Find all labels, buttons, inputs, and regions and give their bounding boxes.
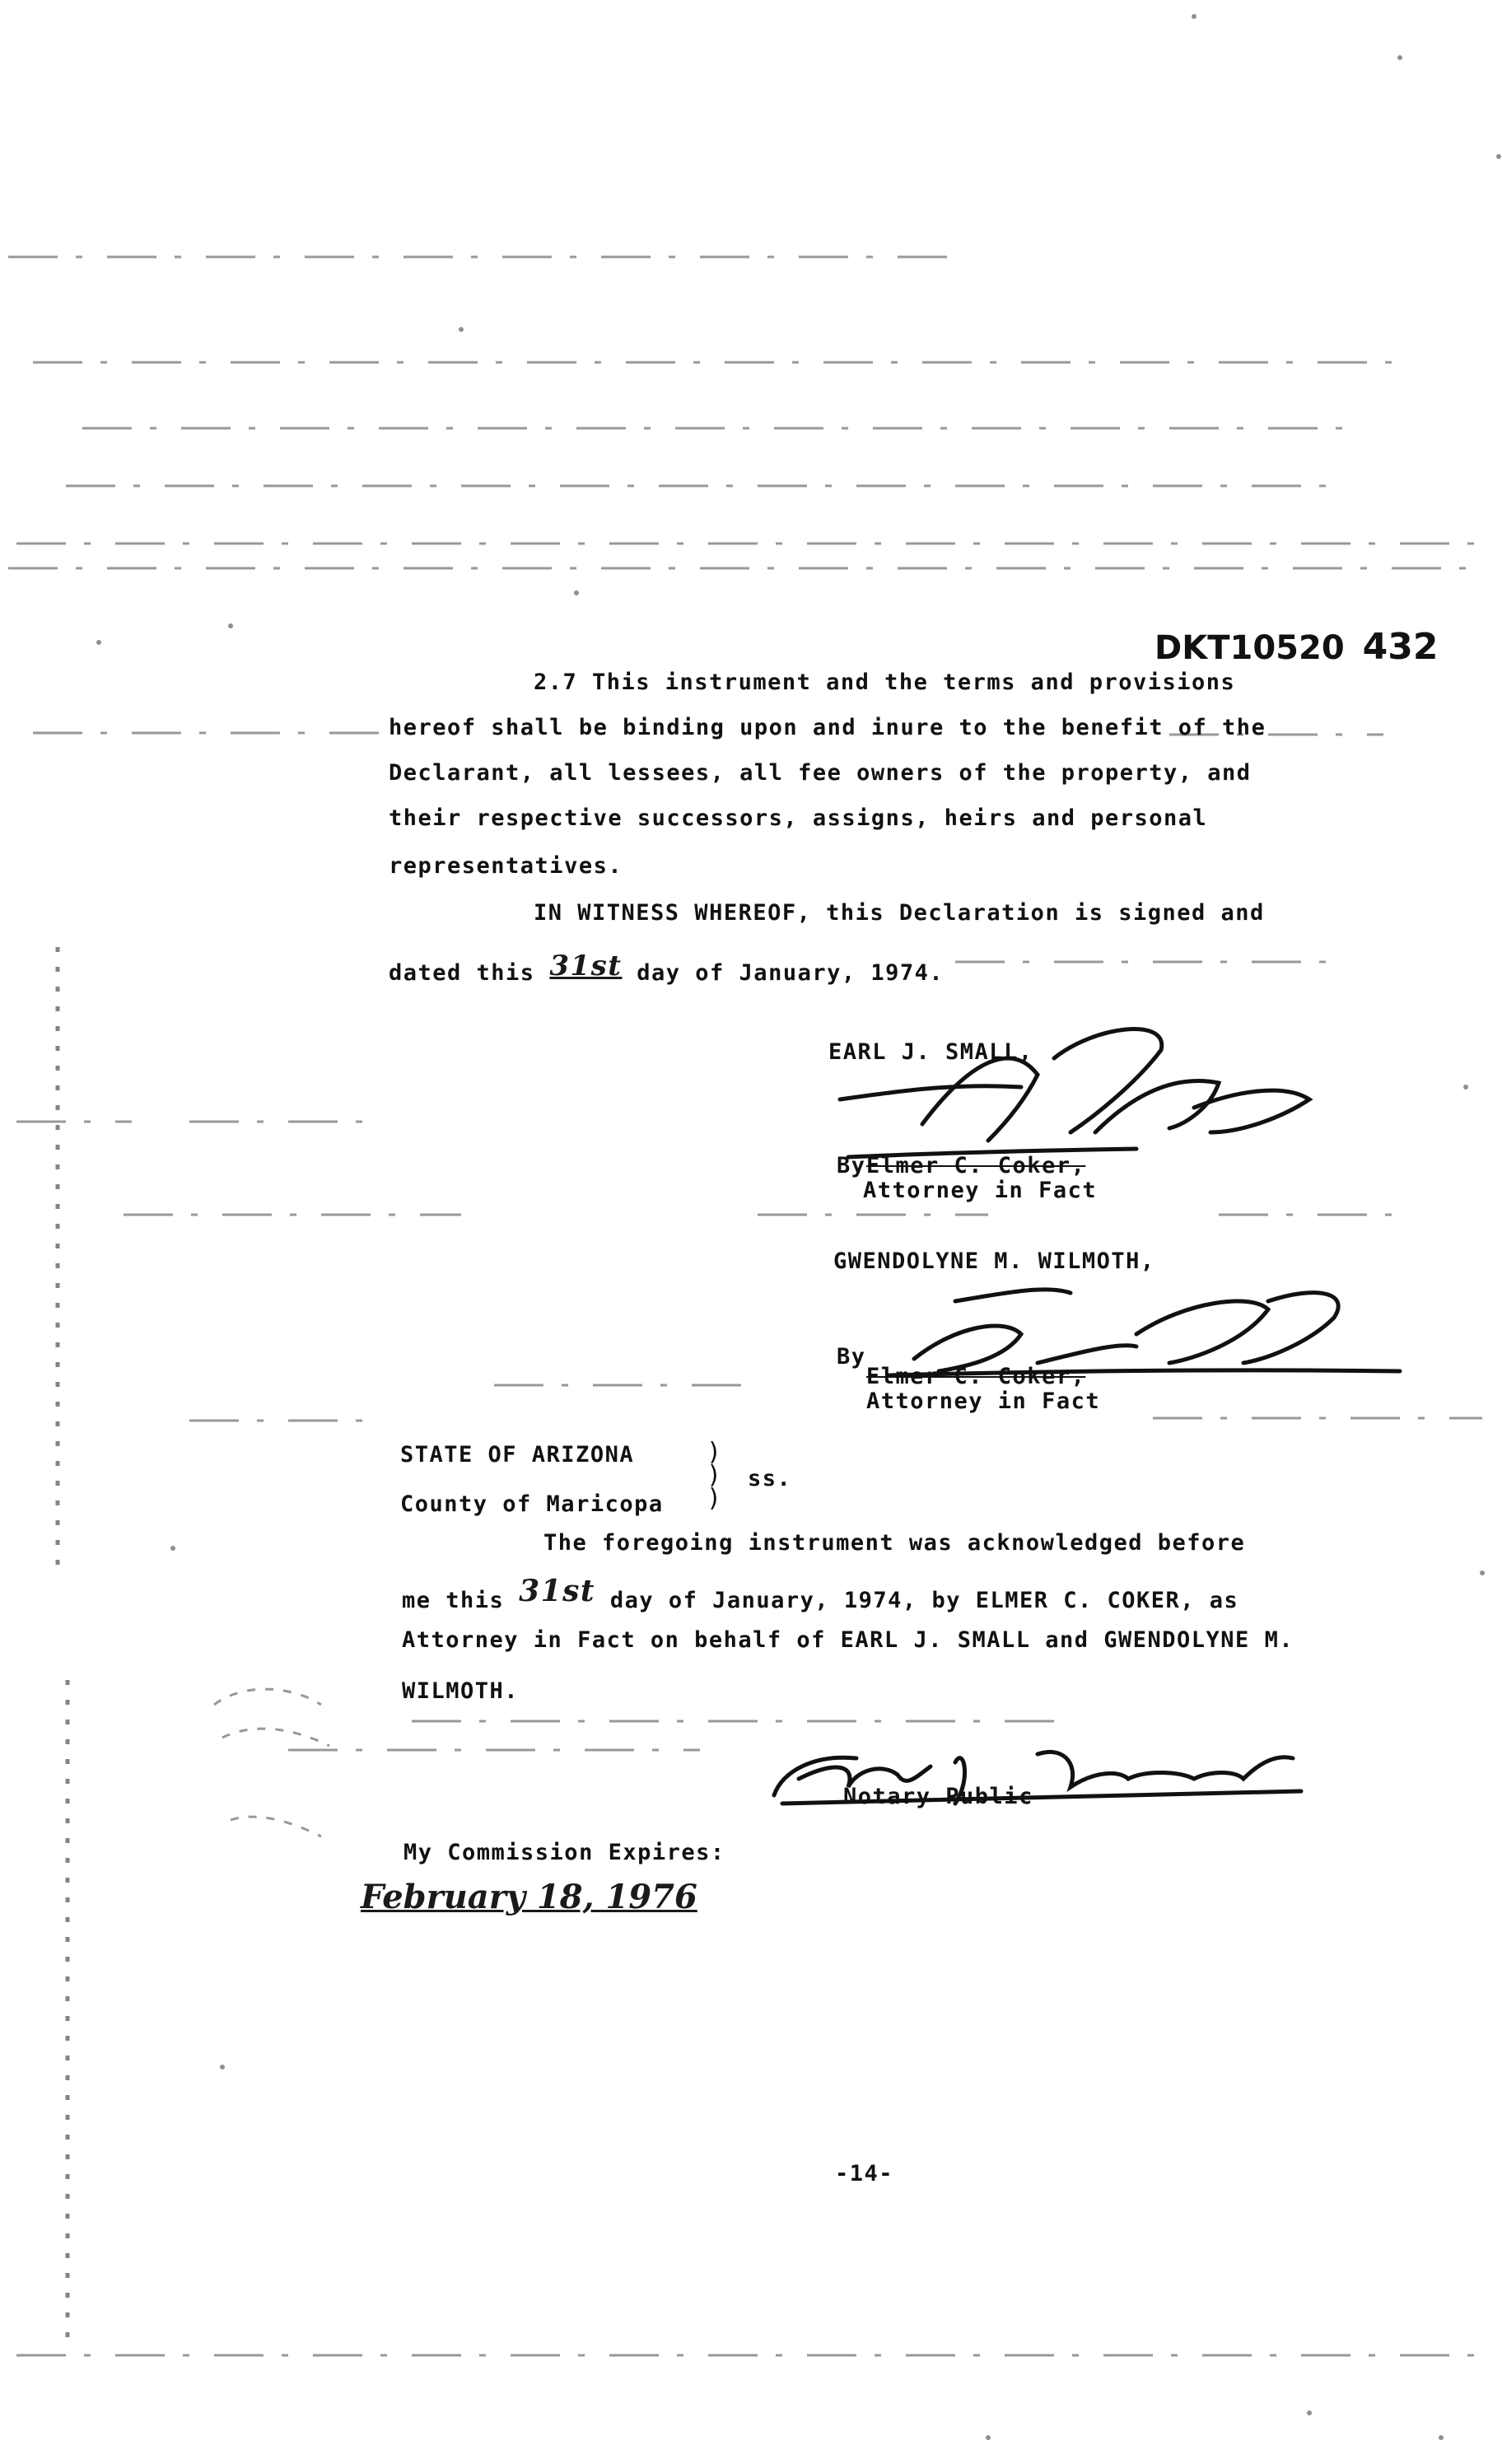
signatory-1-role: Attorney in Fact (863, 1178, 1098, 1203)
dated-day-handwritten: 31st (549, 950, 623, 982)
signatory-2-name: GWENDOLYNE M. WILMOTH, (833, 1248, 1155, 1274)
dated-suffix: day of January, 1974. (637, 960, 945, 986)
ack-rest: day of January, 1974, by ELMER C. COKER, as (609, 1588, 1239, 1613)
body-line-3: Declarant, all lessees, all fee owners of the property, and (389, 760, 1252, 786)
ack-line-4: WILMOTH. (402, 1678, 520, 1704)
notary-public-label: Notary Public (843, 1784, 1033, 1809)
notary-county: County of Maricopa (400, 1491, 664, 1517)
body-line-4: their respective successors, assigns, heirs and personal (389, 805, 1208, 831)
notary-ss: ss. (748, 1466, 792, 1491)
ack-line-1: The foregoing instrument was acknowledged before (543, 1530, 1246, 1556)
ack-me-this: me this (402, 1588, 505, 1613)
ack-line-2 (402, 1574, 1239, 1613)
dated-line (389, 950, 945, 986)
signatory-1-attorney: Elmer C. Coker, (866, 1153, 1086, 1178)
venue-bracket: ) ) ) (707, 1438, 723, 1513)
commission-label: My Commission Expires: (403, 1840, 725, 1865)
notary-seal-impression (198, 1655, 362, 1869)
book-ref: DKT10520 (1154, 629, 1345, 667)
body-line-1: 2.7 This instrument and the terms and provisions (534, 670, 1236, 695)
signature-1 (823, 1009, 1334, 1174)
body-line-5: representatives. (389, 853, 623, 879)
ack-line-3: Attorney in Fact on behalf of EARL J. SMALL and GWENDOLYNE M. (402, 1627, 1294, 1653)
signatory-2-role: Attorney in Fact (866, 1388, 1101, 1414)
page-ref: 432 (1362, 626, 1439, 668)
dated-prefix: dated this (389, 960, 535, 986)
ack-day-handwritten: 31st (519, 1574, 596, 1608)
witness-line: IN WITNESS WHEREOF, this Declaration is signed and (534, 900, 1265, 926)
page-number: -14- (835, 2161, 894, 2186)
notary-state: STATE OF ARIZONA (400, 1442, 635, 1468)
signatory-1-name: EARL J. SMALL, (828, 1039, 1033, 1065)
signatory-2-by: By (837, 1344, 866, 1370)
signatory-1-by: By (837, 1153, 866, 1178)
book-page-reference (1154, 626, 1439, 668)
body-line-2: hereof shall be binding upon and inure to the benefit of the (389, 715, 1266, 740)
commission-date-handwritten: February 18, 1976 (361, 1878, 697, 1916)
signatory-2-attorney: Elmer C. Coker, (866, 1364, 1086, 1389)
